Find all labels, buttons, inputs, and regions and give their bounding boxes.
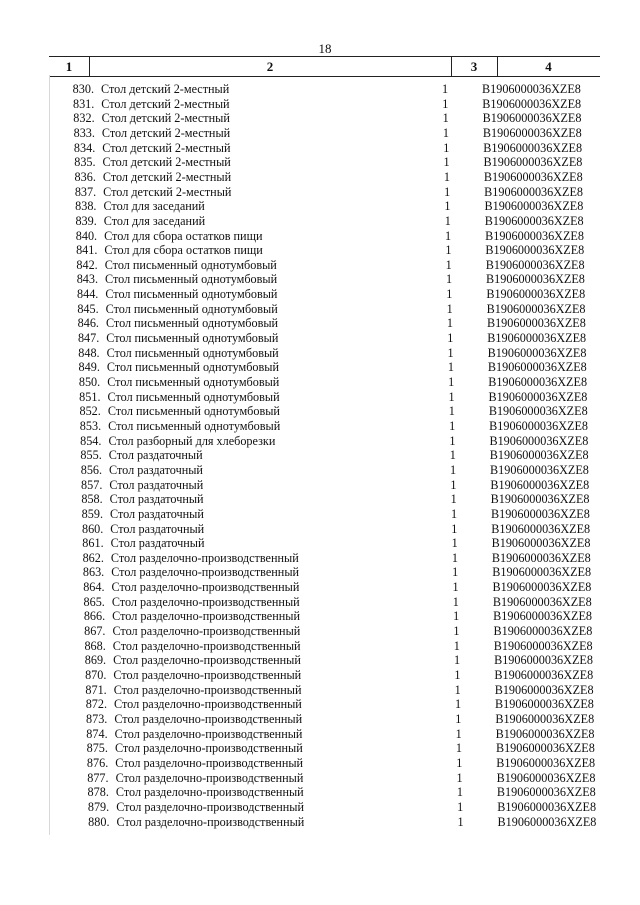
item-quantity: 1 bbox=[454, 697, 462, 712]
item-name: Стол детский 2-местный bbox=[101, 125, 231, 140]
row-number: 833. bbox=[73, 125, 95, 140]
item-name: Стол для сбора остатков пищи bbox=[104, 228, 263, 243]
row-number: 866. bbox=[83, 609, 106, 624]
row-number: 863. bbox=[82, 565, 105, 580]
item-code: B1906000036XZE8 bbox=[493, 609, 593, 624]
item-name: Стол разборный для хлеборезки bbox=[108, 433, 276, 448]
row-number: 832. bbox=[73, 111, 95, 126]
table-row bbox=[68, 653, 628, 668]
table-row bbox=[57, 111, 617, 126]
item-name: Стол детский 2-местный bbox=[102, 155, 231, 170]
item-quantity: 1 bbox=[450, 506, 458, 521]
item-name: Стол разделочно-производственный bbox=[114, 726, 303, 741]
item-quantity: 1 bbox=[442, 111, 449, 126]
item-name: Стол письменный однотумбовый bbox=[108, 418, 281, 433]
row-number: 837. bbox=[74, 184, 97, 199]
row-number: 844. bbox=[77, 287, 99, 302]
row-number: 830. bbox=[72, 82, 94, 96]
item-code: B1906000036XZE8 bbox=[493, 638, 593, 653]
item-name: Стол разделочно-производственный bbox=[112, 624, 301, 639]
item-quantity: 1 bbox=[445, 272, 453, 287]
item-name: Стол детский 2-местный bbox=[101, 96, 230, 111]
table-row bbox=[67, 595, 627, 610]
item-code: B1906000036XZE8 bbox=[492, 594, 592, 609]
item-quantity: 1 bbox=[456, 770, 463, 785]
row-number: 845. bbox=[77, 301, 99, 316]
table-row bbox=[58, 185, 618, 200]
item-quantity: 1 bbox=[444, 184, 451, 199]
item-code: B1906000036XZE8 bbox=[492, 580, 592, 595]
table-row bbox=[66, 536, 626, 551]
item-code: B1906000036XZE8 bbox=[495, 711, 595, 726]
item-name: Стол письменный однотумбовый bbox=[107, 404, 280, 419]
item-quantity: 1 bbox=[447, 360, 454, 375]
item-code: B1906000036XZE8 bbox=[482, 111, 582, 126]
item-code: B1906000036XZE8 bbox=[482, 96, 582, 111]
row-number: 864. bbox=[83, 580, 105, 595]
item-quantity: 1 bbox=[448, 404, 455, 419]
item-code: B1906000036XZE8 bbox=[488, 404, 588, 419]
table-row bbox=[69, 697, 629, 712]
item-code: B1906000036XZE8 bbox=[495, 726, 595, 741]
item-quantity: 1 bbox=[446, 301, 453, 316]
item-quantity: 1 bbox=[449, 418, 456, 433]
item-code: B1906000036XZE8 bbox=[496, 770, 596, 785]
item-quantity: 1 bbox=[449, 433, 456, 448]
row-number: 851. bbox=[79, 389, 101, 404]
item-name: Стол письменный однотумбовый bbox=[104, 257, 277, 272]
table-row bbox=[64, 463, 624, 478]
item-quantity: 1 bbox=[451, 521, 458, 536]
item-quantity: 1 bbox=[444, 199, 451, 214]
item-quantity: 1 bbox=[451, 536, 458, 551]
item-code: B1906000036XZE8 bbox=[487, 345, 587, 360]
header-col-2: 2 bbox=[266, 59, 274, 74]
item-quantity: 1 bbox=[452, 594, 459, 609]
item-quantity: 1 bbox=[443, 140, 450, 155]
item-code: B1906000036XZE8 bbox=[483, 140, 583, 155]
page-number: 18 bbox=[318, 41, 332, 56]
row-number: 869. bbox=[84, 653, 107, 668]
header-col-3: 3 bbox=[470, 59, 478, 74]
item-quantity: 1 bbox=[454, 682, 461, 697]
table-row bbox=[63, 390, 623, 405]
table-row bbox=[71, 785, 631, 800]
item-code: B1906000036XZE8 bbox=[490, 506, 590, 521]
item-code: B1906000036XZE8 bbox=[487, 331, 587, 346]
item-name: Стол разделочно-производственный bbox=[113, 668, 302, 682]
item-name: Стол разделочно-производственный bbox=[114, 697, 302, 712]
table-border-left bbox=[49, 75, 50, 835]
item-code: B1906000036XZE8 bbox=[497, 799, 597, 814]
item-code: B1906000036XZE8 bbox=[496, 785, 596, 800]
item-quantity: 1 bbox=[454, 668, 461, 682]
row-number: 875. bbox=[86, 741, 108, 756]
item-name: Стол разделочно-производственный bbox=[111, 594, 300, 609]
item-code: B1906000036XZE8 bbox=[485, 243, 585, 258]
table-row bbox=[69, 683, 629, 698]
table-row bbox=[66, 565, 626, 580]
row-number: 846. bbox=[77, 316, 99, 331]
header-col-4: 4 bbox=[545, 59, 552, 74]
item-quantity: 1 bbox=[446, 316, 453, 331]
item-code: B1906000036XZE8 bbox=[485, 257, 585, 272]
table-row bbox=[66, 551, 626, 566]
table-row bbox=[59, 243, 619, 258]
item-name: Стол разделочно-производственный bbox=[110, 550, 299, 565]
item-code: B1906000036XZE8 bbox=[487, 360, 587, 375]
row-number: 870. bbox=[85, 668, 107, 682]
item-code: B1906000036XZE8 bbox=[485, 228, 584, 243]
item-code: B1906000036XZE8 bbox=[486, 316, 586, 331]
row-number: 859. bbox=[81, 506, 103, 521]
item-name: Стол разделочно-производственный bbox=[114, 711, 303, 726]
item-quantity: 1 bbox=[452, 580, 459, 595]
table-row bbox=[62, 360, 622, 375]
header-col-1: 1 bbox=[65, 59, 73, 74]
table-row bbox=[69, 712, 629, 727]
row-number: 878. bbox=[87, 785, 109, 800]
item-name: Стол разделочно-производственный bbox=[116, 799, 304, 814]
item-name: Стол детский 2-местный bbox=[102, 140, 231, 155]
item-code: B1906000036XZE8 bbox=[488, 389, 588, 404]
row-number: 853. bbox=[79, 418, 102, 433]
item-name: Стол раздаточный bbox=[109, 462, 203, 477]
item-name: Стол раздаточный bbox=[108, 448, 203, 463]
item-code: B1906000036XZE8 bbox=[491, 521, 591, 536]
table-row bbox=[64, 448, 624, 463]
row-number: 843. bbox=[76, 272, 99, 287]
item-name: Стол разделочно-производственный bbox=[114, 741, 303, 756]
row-number: 836. bbox=[74, 169, 96, 184]
item-quantity: 1 bbox=[455, 726, 462, 741]
table-row bbox=[65, 492, 625, 507]
row-number: 841. bbox=[76, 243, 98, 258]
table-row bbox=[61, 302, 621, 317]
item-name: Стол письменный однотумбовый bbox=[106, 345, 279, 360]
table-row bbox=[72, 815, 632, 830]
item-name: Стол раздаточный bbox=[110, 536, 205, 551]
item-code: B1906000036XZE8 bbox=[484, 184, 584, 199]
table-row bbox=[59, 229, 619, 244]
table-row bbox=[67, 624, 627, 639]
row-number: 857. bbox=[81, 477, 103, 492]
item-quantity: 1 bbox=[455, 711, 462, 726]
row-number: 856. bbox=[80, 462, 103, 477]
item-code: B1906000036XZE8 bbox=[493, 624, 593, 639]
item-code: B1906000036XZE8 bbox=[482, 125, 582, 140]
row-number: 872. bbox=[85, 697, 108, 712]
item-code: B1906000036XZE8 bbox=[496, 755, 596, 770]
item-code: B1906000036XZE8 bbox=[488, 375, 588, 389]
item-name: Стол детский 2-местный bbox=[101, 82, 230, 96]
item-name: Стол раздаточный bbox=[109, 492, 204, 507]
row-number: 831. bbox=[72, 96, 95, 111]
table-row bbox=[63, 404, 623, 419]
item-name: Стол разделочно-производственный bbox=[111, 580, 300, 595]
table-row bbox=[67, 580, 627, 595]
item-quantity: 1 bbox=[451, 550, 458, 565]
item-code: B1906000036XZE8 bbox=[494, 682, 594, 697]
table-row bbox=[63, 419, 623, 434]
table-row bbox=[59, 214, 619, 229]
item-name: Стол для сбора остатков пищи bbox=[104, 243, 263, 258]
item-name: Стол детский 2-местный bbox=[101, 111, 230, 126]
row-number: 840. bbox=[75, 228, 98, 243]
item-code: B1906000036XZE8 bbox=[489, 418, 588, 433]
item-quantity: 1 bbox=[444, 213, 451, 228]
item-code: B1906000036XZE8 bbox=[494, 668, 594, 682]
item-name: Стол разделочно-производственный bbox=[112, 609, 300, 624]
table-row bbox=[65, 522, 625, 537]
item-quantity: 1 bbox=[457, 814, 464, 829]
item-code: B1906000036XZE8 bbox=[484, 199, 584, 214]
item-name: Стол письменный однотумбовый bbox=[105, 316, 279, 331]
item-quantity: 1 bbox=[456, 785, 463, 800]
item-name: Стол разделочно-производственный bbox=[115, 770, 304, 785]
table-row bbox=[67, 609, 627, 624]
row-number: 877. bbox=[87, 770, 109, 785]
item-code: B1906000036XZE8 bbox=[497, 814, 597, 829]
item-quantity: 1 bbox=[450, 462, 457, 477]
item-quantity: 1 bbox=[453, 638, 460, 653]
table-row bbox=[70, 727, 630, 742]
item-code: B1906000036XZE8 bbox=[492, 565, 592, 580]
table-row bbox=[62, 346, 622, 361]
row-number: 834. bbox=[73, 140, 96, 155]
item-quantity: 1 bbox=[445, 257, 452, 272]
row-number: 852. bbox=[79, 404, 101, 419]
item-quantity: 1 bbox=[452, 565, 459, 580]
item-quantity: 1 bbox=[442, 125, 449, 140]
table-row bbox=[61, 331, 621, 346]
table-row bbox=[58, 155, 618, 170]
row-number: 849. bbox=[78, 360, 100, 375]
item-code: B1906000036XZE8 bbox=[494, 653, 593, 668]
item-code: B1906000036XZE8 bbox=[490, 477, 590, 492]
table-header bbox=[49, 56, 600, 77]
row-number: 835. bbox=[74, 155, 96, 170]
table-row bbox=[71, 800, 631, 815]
item-quantity: 1 bbox=[443, 155, 450, 170]
item-quantity: 1 bbox=[448, 389, 455, 404]
row-number: 848. bbox=[78, 345, 100, 360]
item-quantity: 1 bbox=[442, 96, 449, 111]
row-number: 860. bbox=[81, 521, 104, 536]
row-number: 879. bbox=[87, 799, 110, 814]
item-name: Стол письменный однотумбовый bbox=[105, 287, 278, 302]
row-number: 855. bbox=[80, 448, 102, 463]
item-code: B1906000036XZE8 bbox=[495, 697, 594, 712]
item-code: B1906000036XZE8 bbox=[495, 741, 595, 756]
item-quantity: 1 bbox=[457, 799, 464, 814]
row-number: 868. bbox=[84, 638, 106, 653]
item-name: Стол детский 2-местный bbox=[103, 184, 232, 199]
item-name: Стол письменный однотумбовый bbox=[107, 389, 280, 404]
item-code: B1906000036XZE8 bbox=[482, 82, 581, 96]
row-number: 874. bbox=[86, 726, 108, 741]
item-quantity: 1 bbox=[447, 345, 454, 360]
item-quantity: 1 bbox=[453, 609, 460, 624]
item-name: Стол раздаточный bbox=[110, 521, 205, 536]
item-name: Стол письменный однотумбовый bbox=[105, 301, 278, 316]
item-name: Стол раздаточный bbox=[109, 477, 204, 492]
table-row bbox=[60, 272, 620, 287]
item-quantity: 1 bbox=[453, 624, 460, 639]
row-number: 871. bbox=[85, 682, 107, 697]
table-row bbox=[60, 287, 620, 302]
item-quantity: 1 bbox=[448, 375, 455, 389]
row-number: 867. bbox=[84, 624, 106, 639]
item-name: Стол разделочно-производственный bbox=[116, 814, 305, 829]
row-number: 880. bbox=[88, 814, 110, 829]
table-row bbox=[60, 258, 620, 273]
item-name: Стол разделочно-производственный bbox=[112, 638, 301, 653]
row-number: 858. bbox=[81, 492, 103, 507]
item-name: Стол разделочно-производственный bbox=[111, 565, 300, 580]
row-number: 854. bbox=[80, 433, 102, 448]
table-row bbox=[65, 507, 625, 522]
row-number: 847. bbox=[77, 331, 100, 346]
item-name: Стол разделочно-производственный bbox=[115, 785, 304, 800]
row-number: 850. bbox=[78, 375, 101, 389]
item-quantity: 1 bbox=[450, 492, 457, 507]
item-code: B1906000036XZE8 bbox=[491, 536, 591, 551]
item-quantity: 1 bbox=[445, 228, 452, 243]
item-code: B1906000036XZE8 bbox=[486, 272, 585, 287]
item-name: Стол письменный однотумбовый bbox=[106, 360, 279, 375]
item-code: B1906000036XZE8 bbox=[483, 169, 583, 184]
item-code: B1906000036XZE8 bbox=[490, 462, 589, 477]
item-code: B1906000036XZE8 bbox=[489, 448, 589, 463]
row-number: 873. bbox=[86, 711, 108, 726]
table-row bbox=[58, 199, 618, 214]
item-quantity: 1 bbox=[455, 741, 462, 756]
table-row bbox=[71, 771, 631, 786]
item-name: Стол разделочно-производственный bbox=[113, 653, 301, 668]
table-row bbox=[68, 668, 628, 683]
row-number: 865. bbox=[83, 594, 105, 609]
item-quantity: 1 bbox=[445, 243, 452, 258]
table-row bbox=[63, 434, 623, 449]
row-number: 876. bbox=[86, 755, 109, 770]
item-name: Стол разделочно-производственный bbox=[115, 755, 304, 770]
row-number: 842. bbox=[76, 257, 98, 272]
row-number: 838. bbox=[75, 199, 97, 214]
table-row bbox=[56, 82, 616, 97]
table-row bbox=[61, 316, 621, 331]
item-quantity: 1 bbox=[449, 448, 456, 463]
item-quantity: 1 bbox=[446, 287, 453, 302]
item-quantity: 1 bbox=[447, 331, 454, 346]
item-code: B1906000036XZE8 bbox=[483, 155, 583, 170]
table-row bbox=[56, 97, 616, 112]
table-row bbox=[57, 126, 617, 141]
item-code: B1906000036XZE8 bbox=[491, 550, 591, 565]
item-name: Стол разделочно-производственный bbox=[113, 682, 302, 697]
item-name: Стол для заседаний bbox=[103, 213, 206, 228]
item-name: Стол письменный однотумбовый bbox=[106, 331, 279, 346]
item-quantity: 1 bbox=[456, 755, 463, 770]
item-code: B1906000036XZE8 bbox=[486, 301, 586, 316]
item-code: B1906000036XZE8 bbox=[486, 287, 586, 302]
row-number: 862. bbox=[82, 550, 104, 565]
item-quantity: 1 bbox=[441, 82, 449, 96]
table-row bbox=[64, 478, 624, 493]
table-row bbox=[57, 141, 617, 156]
table-row bbox=[62, 375, 622, 390]
table-row bbox=[58, 170, 618, 185]
item-name: Стол письменный однотумбовый bbox=[105, 272, 278, 287]
item-name: Стол раздаточный bbox=[109, 506, 204, 521]
item-name: Стол письменный однотумбовый bbox=[107, 375, 280, 389]
table-row bbox=[68, 639, 628, 654]
item-name: Стол для заседаний bbox=[103, 199, 205, 214]
row-number: 861. bbox=[82, 536, 104, 551]
item-code: B1906000036XZE8 bbox=[490, 492, 590, 507]
item-code: B1906000036XZE8 bbox=[489, 433, 589, 448]
item-quantity: 1 bbox=[454, 653, 461, 668]
item-quantity: 1 bbox=[443, 169, 450, 184]
item-name: Стол детский 2-местный bbox=[102, 169, 232, 184]
table-row bbox=[70, 756, 630, 771]
row-number: 839. bbox=[75, 213, 97, 228]
item-code: B1906000036XZE8 bbox=[484, 213, 584, 228]
table-row bbox=[70, 741, 630, 756]
item-quantity: 1 bbox=[450, 477, 457, 492]
